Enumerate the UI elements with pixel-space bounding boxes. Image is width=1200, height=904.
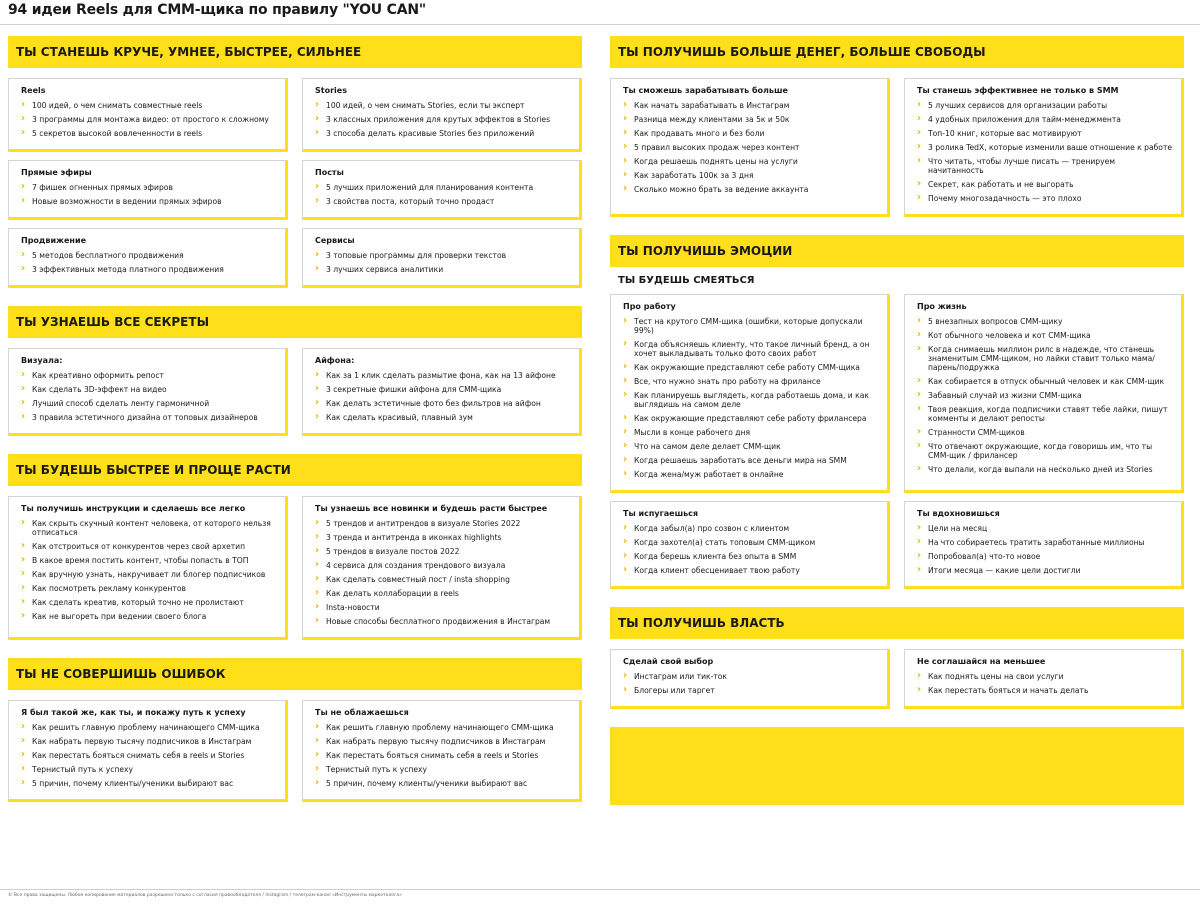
list-item: › 5 лучших приложений для планирования контента [315, 183, 571, 192]
list-item: › Когда решаешь поднять цены на услуги [623, 157, 879, 166]
list-item: › На что собираетесь тратить заработанные миллионы [917, 538, 1173, 547]
list-item: › Как перестать бояться и начать делать [917, 686, 1173, 695]
card-title: Не соглашайся на меньшее [917, 657, 1046, 666]
list-item: › Цели на месяц [917, 524, 1173, 533]
list-item: › 3 тренда и антитренда в иконках highlights [315, 533, 571, 542]
list-item: › Как решить главную проблему начинающего СММ-щика [315, 723, 571, 732]
section [610, 36, 1184, 225]
section-title: ТЫ СТАНЕШЬ КРУЧЕ, УМНЕЕ, БЫСТРЕЕ, СИЛЬНЕЕ [8, 36, 582, 68]
idea-card [8, 228, 288, 288]
idea-card [904, 501, 1184, 589]
idea-card [302, 78, 582, 152]
list-item: › 5 трендов и антитрендов в визуале Stories 2022 [315, 519, 571, 528]
list-item: › 3 способа делать красивые Stories без приложений [315, 129, 571, 138]
section-title: ТЫ ПОЛУЧИШЬ БОЛЬШЕ ДЕНЕГ, БОЛЬШЕ СВОБОДЫ [610, 36, 1184, 68]
list-item: › Странности СММ-щиков [917, 428, 1173, 437]
list-item: › Что читать, чтобы лучше писать — тренируем начитанность [917, 157, 1173, 175]
header-divider [0, 24, 1200, 25]
idea-card [610, 294, 890, 493]
section [8, 306, 582, 444]
idea-card [610, 501, 890, 589]
card-title: Ты испугаешься [623, 509, 699, 518]
list-item: › Мысли в конце рабочего дня [623, 428, 879, 437]
list-item: › Как заработать 100к за 3 дня [623, 171, 879, 180]
list-item: › 4 сервиса для создания трендового визуала [315, 561, 571, 570]
list-item: › Как сделать 3D-эффект на видео [21, 385, 277, 394]
list-item: › 5 причин, почему клиенты/ученики выбирают вас [21, 779, 277, 788]
idea-card [610, 78, 890, 217]
list-item: › 3 свойства поста, который точно продаст [315, 197, 571, 206]
list-item: › Как окружающие представляют себе работу СММ-щика [623, 363, 879, 372]
card-title: Айфона: [315, 356, 355, 365]
list-item: › Что на самом деле делает СММ-щик [623, 442, 879, 451]
list-item: › Попробовал(а) что-то новое [917, 552, 1173, 561]
card-title: Посты [315, 168, 344, 177]
section-title: ТЫ ПОЛУЧИШЬ ЭМОЦИИ [610, 235, 1184, 267]
card-title: Ты станешь эффективнее не только в SMM [917, 86, 1119, 95]
card-title: Ты вдохновишься [917, 509, 1000, 518]
list-item: › Как поднять цены на свои услуги [917, 672, 1173, 681]
idea-card [904, 294, 1184, 493]
list-item: › Как собирается в отпуск обычный человек и как СММ-щик [917, 377, 1173, 386]
idea-card [8, 700, 288, 802]
card-grid [8, 700, 582, 810]
list-item: › Когда клиент обесценивает твою работу [623, 566, 879, 575]
section-title: ТЫ УЗНАЕШЬ ВСЕ СЕКРЕТЫ [8, 306, 582, 338]
list-item: › Блогеры или таргет [623, 686, 879, 695]
idea-card [8, 348, 288, 436]
card-title: Я был такой же, как ты, и покажу путь к успеху [21, 708, 246, 717]
list-item: › Кот обычного человека и кот СММ-щика [917, 331, 1173, 340]
list-item: › Твоя реакция, когда подписчики ставят тебе лайки, пишут комменты и делают репосты [917, 405, 1173, 423]
list-item: › Как сделать красивый, плавный зум [315, 413, 571, 422]
card-grid [610, 649, 1184, 717]
list-item: › Как перестать бояться снимать себя в reels и Stories [21, 751, 277, 760]
list-item: › Как начать зарабатывать в Инстаграм [623, 101, 879, 110]
section-title: ТЫ ПОЛУЧИШЬ ВЛАСТЬ [610, 607, 1184, 639]
list-item: › Когда забыл(а) про созвон с клиентом [623, 524, 879, 533]
card-grid [610, 78, 1184, 225]
right-column [610, 36, 1184, 805]
card-title: Ты не облажаешься [315, 708, 409, 717]
list-item: › 3 топовые программы для проверки текстов [315, 251, 571, 260]
list-item: › Как креативно оформить репост [21, 371, 277, 380]
page-title: 94 идеи Reels для СММ-щика по правилу "YOU CAN" [8, 2, 426, 18]
list-item: › Тест на крутого СММ-щика (ошибки, которые допускали 99%) [623, 317, 879, 335]
yellow-banner [610, 727, 1184, 805]
list-item: › Что делали, когда выпали на несколько дней из Stories [917, 465, 1173, 474]
list-item: › Как окружающие представляют себе работу фрилансера [623, 414, 879, 423]
list-item: › Сколько можно брать за ведение аккаунта [623, 185, 879, 194]
card-title: Reels [21, 86, 46, 95]
list-item: › 100 идей, о чем снимать совместные reels [21, 101, 277, 110]
card-title: Ты получишь инструкции и сделаешь все легко [21, 504, 246, 513]
section-title: ТЫ НЕ СОВЕРШИШЬ ОШИБОК [8, 658, 582, 690]
list-item: › Когда решаешь заработать все деньги мира на SMM [623, 456, 879, 465]
list-item: › Как скрыть скучный контент человека, от которого нельзя отписаться [21, 519, 277, 537]
section [8, 36, 582, 296]
list-item: › Как отстроиться от конкурентов через свой архетип [21, 542, 277, 551]
list-item: › Когда жена/муж работает в онлайне [623, 470, 879, 479]
idea-card [302, 700, 582, 802]
list-item: › Как продавать много и без боли [623, 129, 879, 138]
list-item: › Что отвечают окружающие, когда говоришь им, что ты СММ-щик / фрилансер [917, 442, 1173, 460]
list-item: › Как делать коллаборации в reels [315, 589, 571, 598]
list-item: › Как набрать первую тысячу подписчиков в Инстаграм [315, 737, 571, 746]
footer-text: © Все права защищены. Любое копирование материалов разрешено только с согласия правообладателя / Instagram / телеграм-канал «Инструменты маркетолога» [8, 893, 402, 898]
list-item: › Как сделать креатив, который точно не пролистают [21, 598, 277, 607]
list-item: › Новые возможности в ведении прямых эфиров [21, 197, 277, 206]
card-title: Сервисы [315, 236, 355, 245]
list-item: › Все, что нужно знать про работу на фрилансе [623, 377, 879, 386]
card-grid [610, 294, 1184, 597]
footer-divider [0, 889, 1200, 890]
list-item: › 3 эффективных метода платного продвижения [21, 265, 277, 274]
list-item: › Как планируешь выглядеть, когда работаешь дома, и как выглядишь на самом деле [623, 391, 879, 409]
list-item: › 3 секретные фишки айфона для СММ-щика [315, 385, 571, 394]
list-item: › Новые способы бесплатного продвижения в Инстаграм [315, 617, 571, 626]
list-item: › Как перестать бояться снимать себя в reels и Stories [315, 751, 571, 760]
left-column [8, 36, 582, 820]
idea-card [904, 649, 1184, 709]
list-item: › 100 идей, о чем снимать Stories, если ты эксперт [315, 101, 571, 110]
card-title: Ты сможешь зарабатывать больше [623, 86, 788, 95]
list-item: › 5 трендов в визуале постов 2022 [315, 547, 571, 556]
list-item: › 5 лучших сервисов для организации работы [917, 101, 1173, 110]
list-item: › Лучший способ сделать ленту гармоничной [21, 399, 277, 408]
list-item: › 3 программы для монтажа видео: от простого к сложному [21, 115, 277, 124]
list-item: › Итоги месяца — какие цели достигли [917, 566, 1173, 575]
list-item: › Когда берешь клиента без опыта в SMM [623, 552, 879, 561]
idea-card [8, 160, 288, 220]
idea-card [302, 228, 582, 288]
list-item: › 3 лучших сервиса аналитики [315, 265, 571, 274]
list-item: › 5 правил высоких продаж через контент [623, 143, 879, 152]
list-item: › Тернистый путь к успеху [315, 765, 571, 774]
list-item: › Когда захотел(а) стать топовым СММ-щиком [623, 538, 879, 547]
list-item: › Разница между клиентами за 5к и 50к [623, 115, 879, 124]
list-item: › Забавный случай из жизни СММ-щика [917, 391, 1173, 400]
list-item: › В какое время постить контент, чтобы попасть в ТОП [21, 556, 277, 565]
card-title: Прямые эфиры [21, 168, 92, 177]
list-item: › 4 удобных приложения для тайм-менеджмента [917, 115, 1173, 124]
list-item: › Тернистый путь к успеху [21, 765, 277, 774]
section [8, 454, 582, 648]
idea-card [8, 496, 288, 640]
list-item: › 5 внезапных вопросов СММ-щику [917, 317, 1173, 326]
list-item: › 7 фишек огненных прямых эфиров [21, 183, 277, 192]
card-grid [8, 348, 582, 444]
card-title: Ты узнаешь все новинки и будешь расти быстрее [315, 504, 548, 513]
list-item: › 5 секретов высокой вовлеченности в reels [21, 129, 277, 138]
list-item: › Как сделать совместный пост / insta shopping [315, 575, 571, 584]
list-item: › Как посмотреть рекламу конкурентов [21, 584, 277, 593]
card-title: Про жизнь [917, 302, 967, 311]
card-title: Stories [315, 86, 347, 95]
card-title: Сделай свой выбор [623, 657, 714, 666]
idea-card [302, 160, 582, 220]
list-item: › Инстаграм или тик-ток [623, 672, 879, 681]
list-item: › Топ-10 книг, которые вас мотивируют [917, 129, 1173, 138]
idea-card [302, 496, 582, 640]
card-grid [8, 78, 582, 296]
section [610, 607, 1184, 717]
list-item: › Как за 1 клик сделать размытие фона, как на 13 айфоне [315, 371, 571, 380]
card-title: Визуала: [21, 356, 63, 365]
section [610, 235, 1184, 597]
idea-card [302, 348, 582, 436]
list-item: › Как вручную узнать, накручивает ли блогер подписчиков [21, 570, 277, 579]
section-title: ТЫ БУДЕШЬ БЫСТРЕЕ И ПРОЩЕ РАСТИ [8, 454, 582, 486]
list-item: › 3 классных приложения для крутых эффектов в Stories [315, 115, 571, 124]
section [8, 658, 582, 810]
list-item: › Почему многозадачность — это плохо [917, 194, 1173, 203]
idea-card [610, 649, 890, 709]
list-item: › 5 причин, почему клиенты/ученики выбирают вас [315, 779, 571, 788]
list-item: › Секрет, как работать и не выгорать [917, 180, 1173, 189]
list-item: › Как решить главную проблему начинающего СММ-щика [21, 723, 277, 732]
idea-card [8, 78, 288, 152]
card-grid [8, 496, 582, 648]
list-item: › 3 правила эстетичного дизайна от топовых дизайнеров [21, 413, 277, 422]
list-item: › Когда снимаешь миллион рилс в надежде, что станешь знаменитым СММ-щиком, но лайки ставит только мама/парень/подружка [917, 345, 1173, 372]
section-subtitle: ТЫ БУДЕШЬ СМЕЯТЬСЯ [618, 275, 755, 286]
list-item: › Как не выгореть при ведении своего блога [21, 612, 277, 621]
card-title: Про работу [623, 302, 676, 311]
list-item: › Insta-новости [315, 603, 571, 612]
list-item: › 3 ролика TedX, которые изменили ваше отношение к работе [917, 143, 1173, 152]
list-item: › Как набрать первую тысячу подписчиков в Инстаграм [21, 737, 277, 746]
list-item: › 5 методов бесплатного продвижения [21, 251, 277, 260]
list-item: › Как делать эстетичные фото без фильтров на айфон [315, 399, 571, 408]
card-title: Продвижение [21, 236, 86, 245]
idea-card [904, 78, 1184, 217]
list-item: › Когда объясняешь клиенту, что такое личный бренд, а он хочет выкладывать только фото своих работ [623, 340, 879, 358]
